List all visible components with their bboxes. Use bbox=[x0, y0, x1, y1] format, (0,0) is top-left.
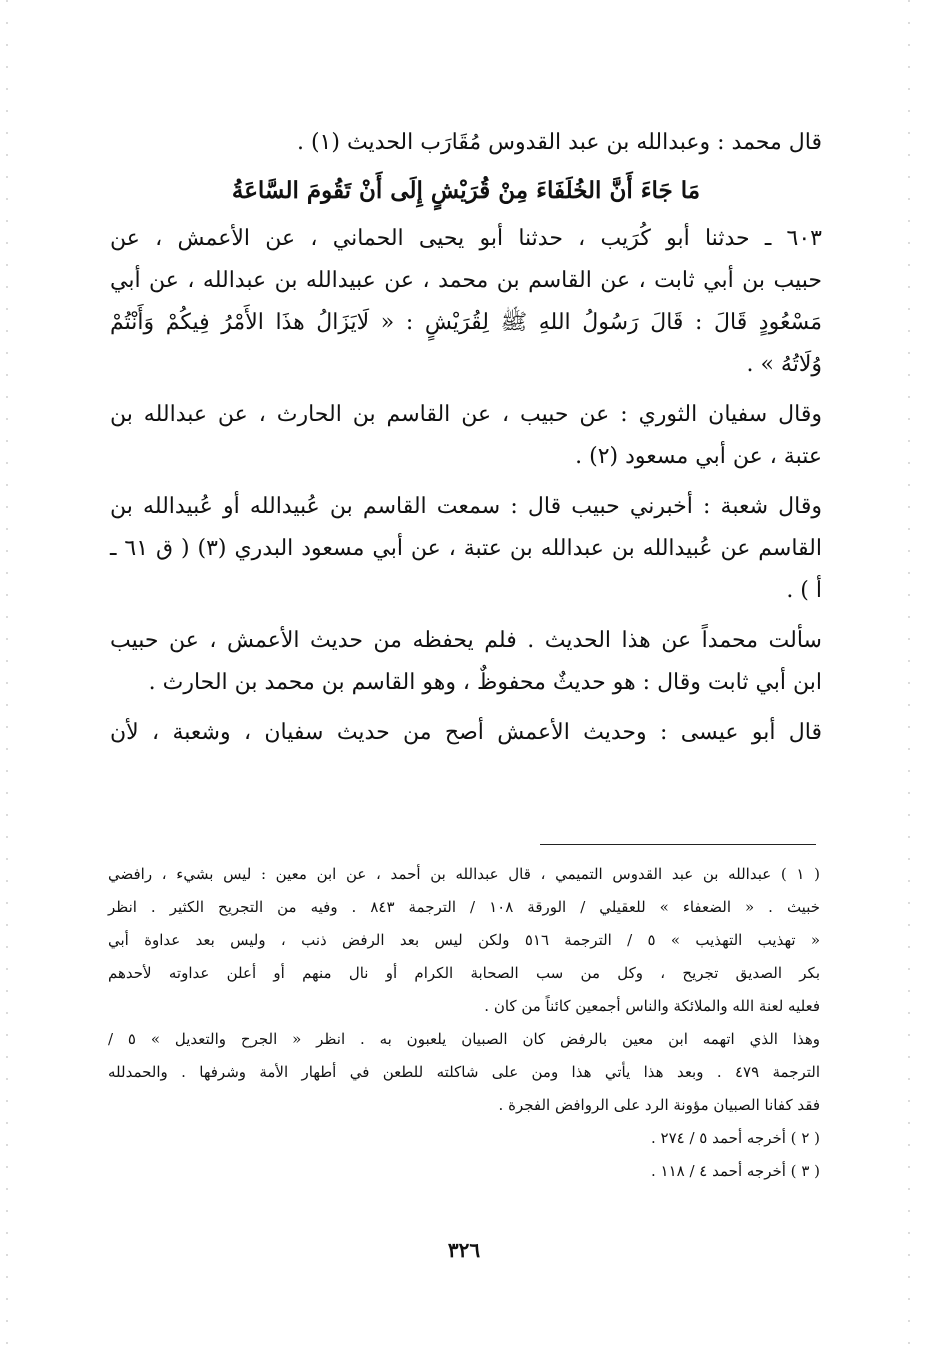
intro-line: قال محمد : وعبدالله بن عبد القدوس مُقَارَب الحديث (١) . bbox=[296, 130, 822, 155]
footnote-3: ( ٣ ) أخرجه أحمد ٤ / ١١٨ . bbox=[650, 1162, 820, 1180]
hadith-line: حبيب بن أبي ثابت ، عن القاسم بن محمد ، عن عبيدالله بن عبدالله ، عن أبي bbox=[110, 268, 822, 293]
footnotes bbox=[108, 858, 820, 1188]
footnote-line: الترجمة ٤٧٩ . وبعد هذا يأتي هذا ومن على شاكلته للطعن في أطهار الأمة وشرفها . والحمدلله bbox=[108, 1063, 821, 1081]
paragraph-line: القاسم عن عُبيدالله بن عبدالله بن عتبة ، عن أبي مسعود البدري (٣) ( ق ٦١ ـ bbox=[110, 536, 822, 561]
main-text bbox=[110, 122, 822, 754]
paragraph-line: قال أبو عيسى : وحديث الأعمش أصح من حديث سفيان ، وشعبة ، لأن bbox=[110, 720, 822, 745]
page-number: ٣٢٦ bbox=[447, 1238, 481, 1262]
footnote-line: بكر الصديق تجريح ، وكل من سب الصحابة الكرام أو نال منهم أو أعلن عداوته لأحدهم bbox=[108, 964, 820, 982]
paragraph-line: عتبة ، عن أبي مسعود (٢) . bbox=[575, 444, 822, 469]
footnote-line: ( ١ ) عبدالله بن عبد القدوس التميمي ، قال عبدالله بن أحمد ، عن ابن معين : ليس بشيء ، رافضي bbox=[108, 865, 820, 883]
hadith-line: ٦٠٣ ـ حدثنا أبو كُرَيب ، حدثنا أبو يحيى الحماني ، عن الأعمش ، عن bbox=[110, 226, 822, 251]
footnote-line: فقد كفانا الصبيان مؤونة الرد على الروافض الفجرة . bbox=[498, 1096, 820, 1114]
paragraph-line: سألت محمداً عن هذا الحديث . فلم يحفظه من حديث الأعمش ، عن حبيب bbox=[110, 628, 822, 653]
paragraph-line: ابن أبي ثابت وقال : هو حديثٌ محفوظٌ ، وهو القاسم بن محمد بن الحارث . bbox=[148, 670, 822, 695]
scan-edge-right bbox=[908, 0, 922, 1354]
paragraph-line: وقال سفيان الثوري : عن حبيب ، عن القاسم بن الحارث ، عن عبدالله بن bbox=[110, 402, 822, 427]
footnote-2: ( ٢ ) أخرجه أحمد ٥ / ٢٧٤ . bbox=[650, 1129, 820, 1147]
paragraph-line: وقال شعبة : أخبرني حبيب قال : سمعت القاسم بن عُبيدالله أو عُبيدالله بن bbox=[110, 494, 822, 519]
footnote-line: « تهذيب التهذيب » ٥ / الترجمة ٥١٦ ولكن ليس بعد الرفض ذنب ، وليس بعد عداوة أبي bbox=[108, 931, 821, 949]
hadith-line: وُلَاتُهُ » . bbox=[746, 352, 822, 377]
footnote-line: خبيث . « الضعفاء » للعقيلي / الورقة ١٠٨ / الترجمة ٨٤٣ . وفيه من التجريح الكثير . انظر bbox=[108, 898, 821, 916]
scan-edge-left bbox=[6, 0, 20, 1354]
footnote-line: فعليه لعنة الله والملائكة والناس أجمعين كائناً من كان . bbox=[484, 997, 820, 1015]
paragraph-line: أ ) . bbox=[786, 578, 822, 603]
hadith-line: مَسْعُودٍ قَالَ : قَالَ رَسُولُ اللهِ ﷺ لِقُرَيْشٍ : « لَايَزَالُ هذَا الأَمْرُ فِيكُمْ وَأَنْتُمْ bbox=[110, 310, 822, 335]
chapter-heading: مَا جَاءَ أَنَّ الخُلَفَاءَ مِنْ قُرَيْشٍ إِلَى أَنْ تَقُومَ السَّاعَةُ bbox=[231, 177, 701, 204]
footnote-separator bbox=[540, 844, 816, 845]
footnote-line: وهذا الذي اتهمه ابن معين بالرفض كان الصبيان يلعبون به . انظر « الجرح والتعديل » ٥ / bbox=[108, 1030, 820, 1048]
